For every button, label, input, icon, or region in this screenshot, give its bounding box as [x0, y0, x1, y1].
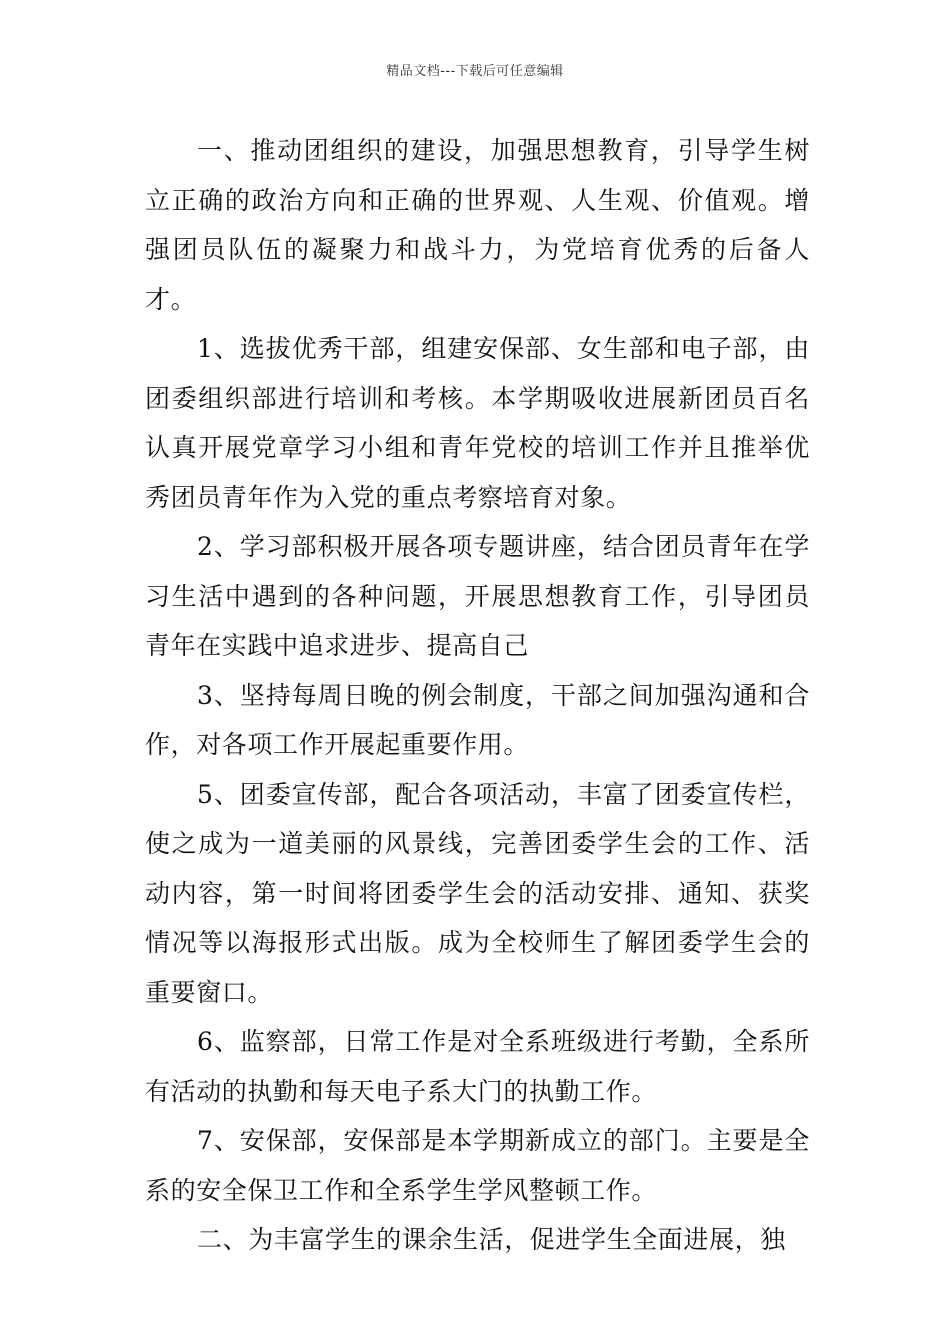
paragraph-section-2: 二、为丰富学生的课余生活，促进学生全面进展，独	[197, 1225, 786, 1254]
paragraph-item-2: 2、学习部积极开展各项专题讲座，结合团员青年在学习生活中遇到的各种问题，开展思想教育工作，引导团员青年在实践中追求进步、提高自己	[145, 532, 810, 660]
paragraph-section-1: 一、推动团组织的建设，加强思想教育，引导学生树立正确的政治方向和正确的世界观、人生观、价值观。增强团员队伍的凝聚力和战斗力，为党培育优秀的后备人才。	[145, 136, 810, 314]
paragraph-item-6: 6、监察部，日常工作是对全系班级进行考勤，全系所有活动的执勤和每天电子系大门的执勤工作。	[145, 1027, 810, 1106]
paragraph-item-5: 5、团委宣传部，配合各项活动，丰富了团委宣传栏，使之成为一道美丽的风景线，完善团委学生会的工作、活动内容，第一时间将团委学生会的活动安排、通知、获奖情况等以海报形式出版。成为全校师生了解团委学生会的重要窗口。	[145, 779, 810, 1007]
paragraph-item-1: 1、选拔优秀干部，组建安保部、女生部和电子部，由团委组织部进行培训和考核。本学期吸收进展新团员百名认真开展党章学习小组和青年党校的培训工作并且推举优秀团员青年作为入党的重点考察培育对象。	[145, 334, 810, 512]
page-header: 精品文档---下载后可任意编辑	[386, 64, 564, 79]
paragraph-item-7: 7、安保部，安保部是本学期新成立的部门。主要是全系的安全保卫工作和全系学生学风整顿工作。	[145, 1126, 810, 1205]
paragraph-item-3: 3、坚持每周日晚的例会制度，干部之间加强沟通和合作，对各项工作开展起重要作用。	[145, 680, 810, 759]
document-body	[145, 126, 810, 1265]
